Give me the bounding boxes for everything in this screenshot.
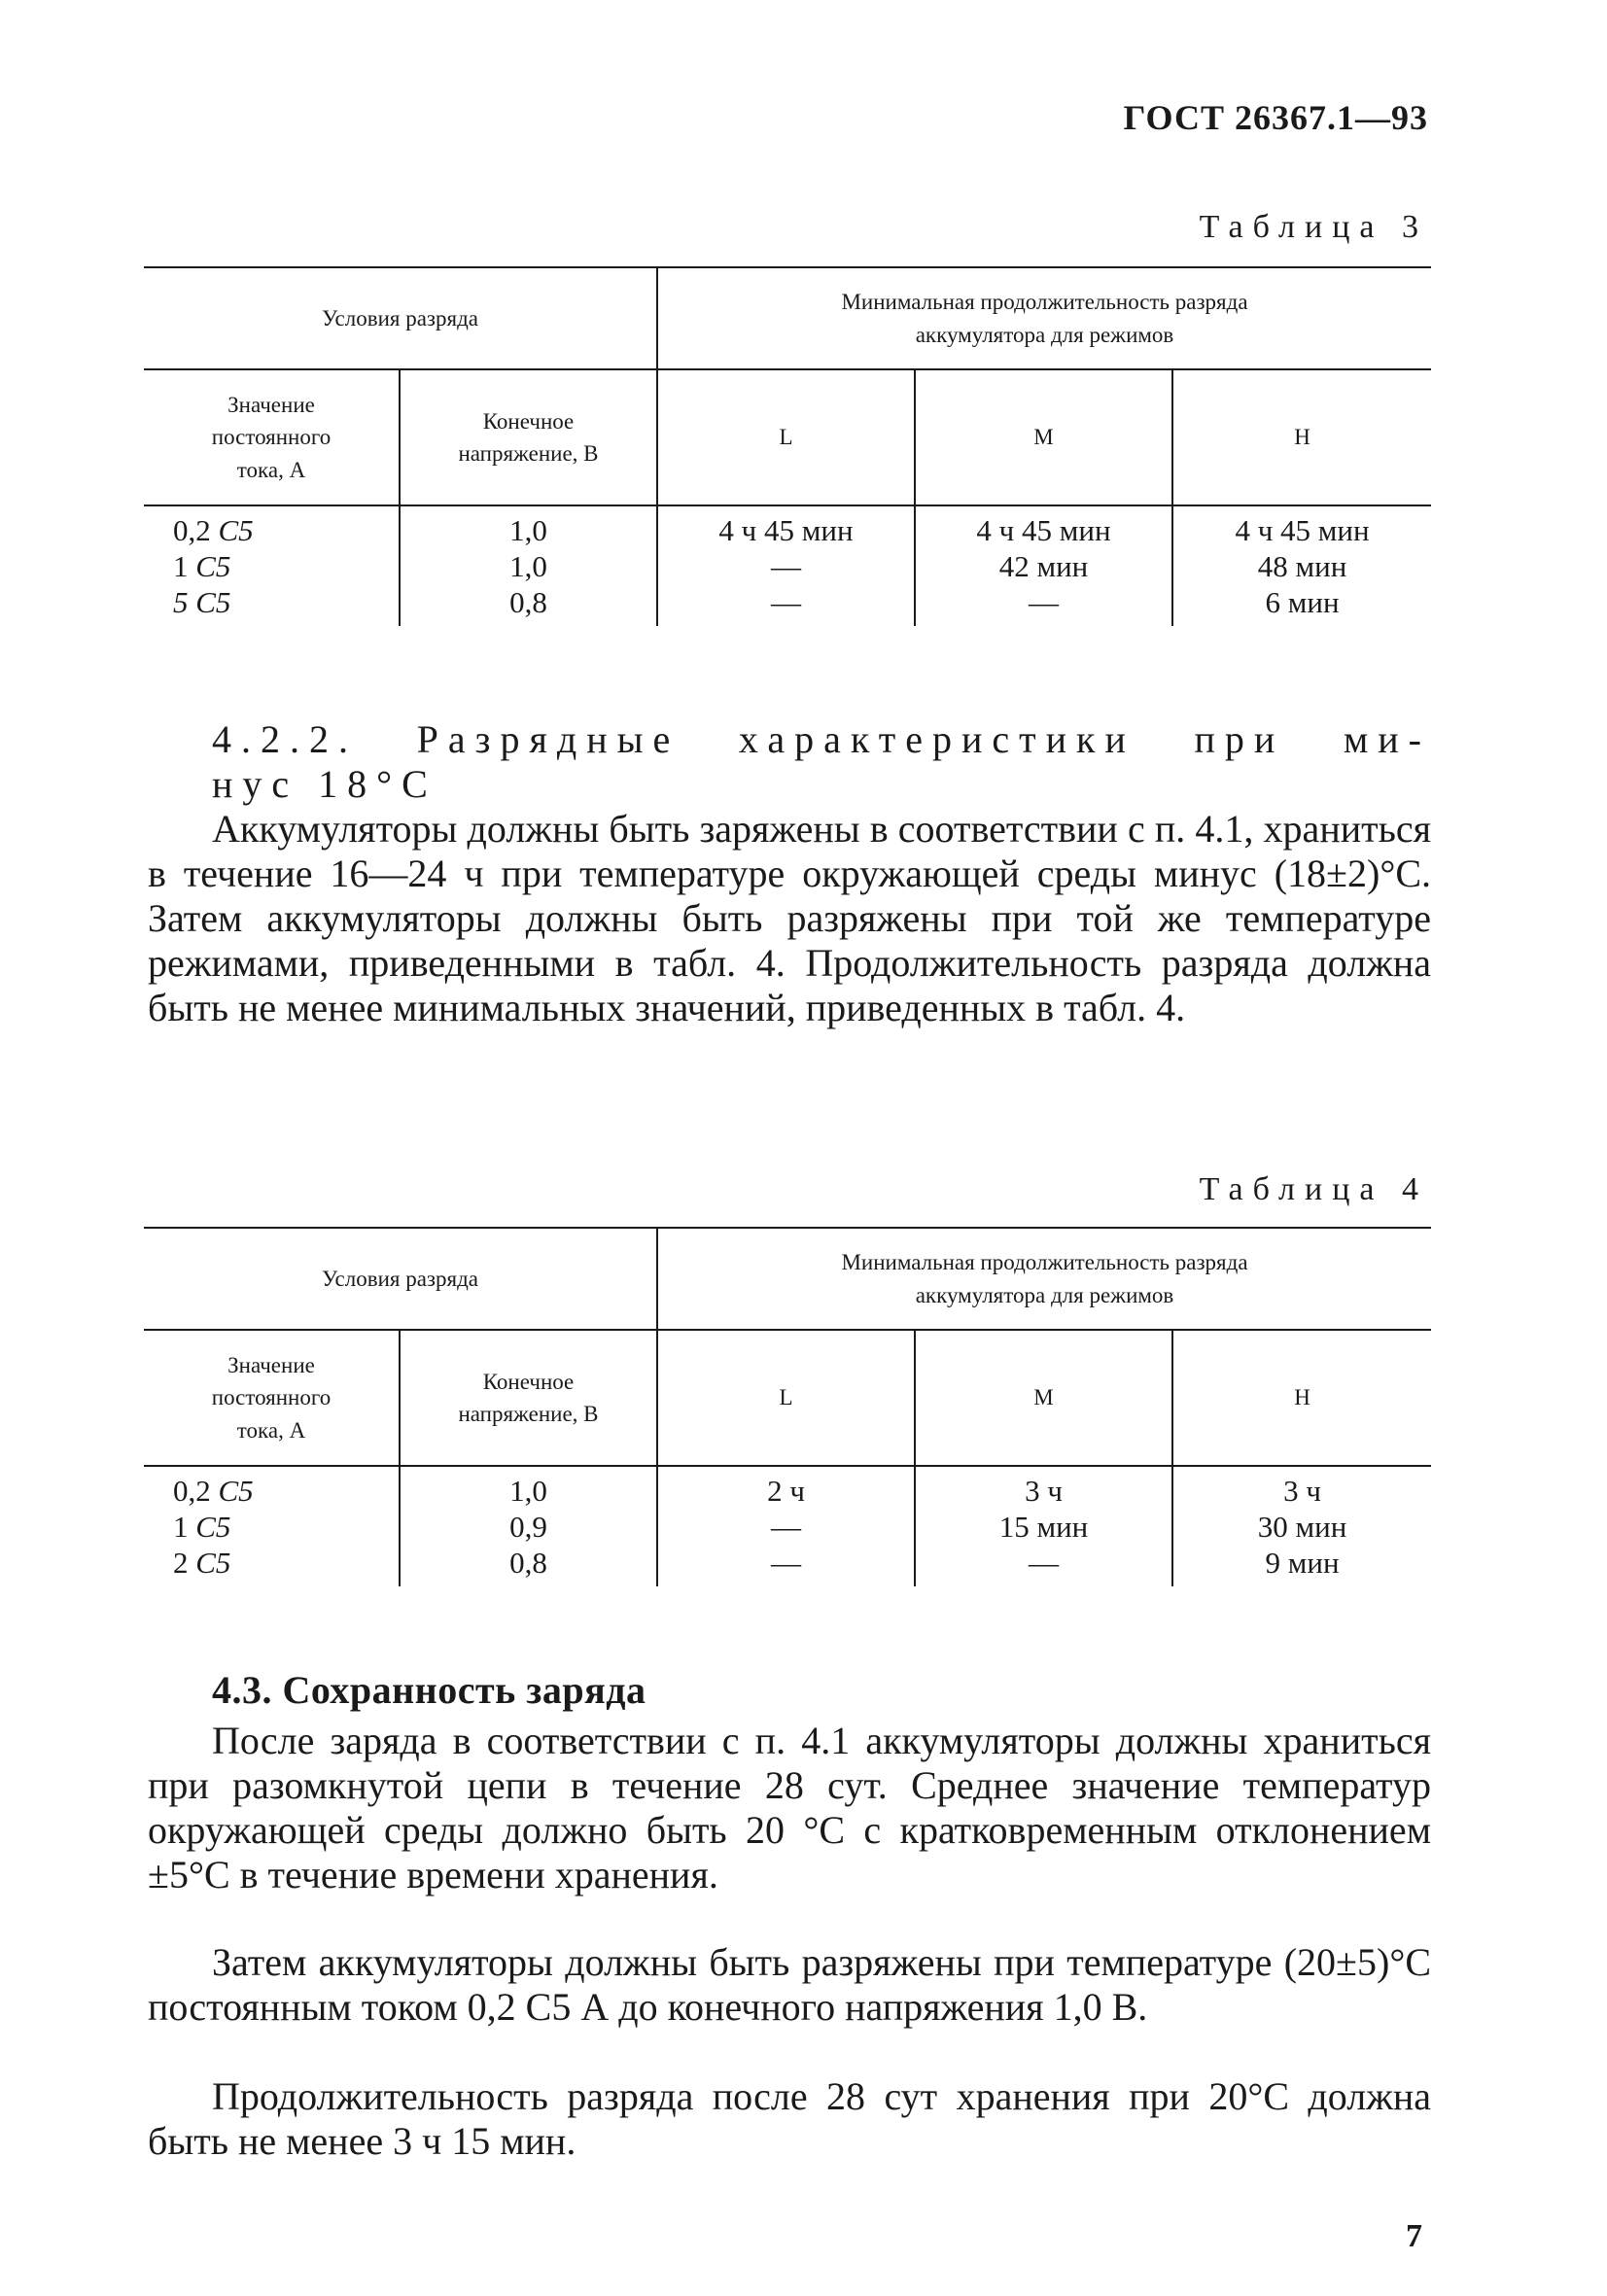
table-cell: 2 ч (767, 1474, 805, 1508)
table-cell: 3 ч (1283, 1474, 1321, 1508)
table-cell: — (771, 549, 801, 583)
table-cell: 3 ч (1025, 1474, 1063, 1508)
table3-group-discharge-conditions: Условия разряда (144, 267, 657, 369)
table3-group-min-duration: Минимальная продолжительность разряда аккумулятора для режимов (657, 267, 1431, 369)
table3-col-voltage: Конечное напряжение, В (400, 369, 657, 505)
table-cell: 0,2 C5 (173, 513, 254, 547)
table-cell: 0,8 (509, 585, 547, 619)
table-cell: — (771, 1510, 801, 1544)
table4-col-mode-m: M (915, 1330, 1172, 1466)
table-cell: 2 C5 (173, 1546, 231, 1580)
table4-mode-m-values (915, 1466, 1172, 1586)
table3-caption: Таблица 3 (1199, 209, 1428, 245)
table-cell: 9 мин (1265, 1546, 1340, 1580)
table-cell: 4 ч 45 мин (718, 513, 854, 547)
table-cell: 6 мин (1265, 585, 1340, 619)
table-cell: 0,8 (509, 1546, 547, 1580)
table3-voltage-values (400, 505, 657, 626)
page-number: 7 (1406, 2218, 1422, 2254)
table-cell: 1,0 (509, 549, 547, 583)
table4-col-mode-l: L (657, 1330, 915, 1466)
table-cell: — (771, 585, 801, 619)
table3-mode-m-values (915, 505, 1172, 626)
table3 (144, 266, 1431, 626)
table4-col-current: Значение постоянного тока, А (144, 1330, 400, 1466)
table-cell: 0,9 (509, 1510, 547, 1544)
table4-col-voltage: Конечное напряжение, В (400, 1330, 657, 1466)
table-cell: 4 ч 45 мин (976, 513, 1111, 547)
table3-col-mode-h: H (1172, 369, 1431, 505)
table4-group-discharge-conditions: Условия разряда (144, 1228, 657, 1330)
table4-current-values (144, 1466, 400, 1586)
table4-caption: Таблица 4 (1199, 1171, 1428, 1207)
table4-col-mode-h: H (1172, 1330, 1431, 1466)
table4-body (144, 1466, 1431, 1586)
section-4-2-2-paragraph: Аккумуляторы должны быть заряжены в соответствии с п. 4.1, храниться в течение 16—24 ч при температуре окружающей среды минус (18±2)°С. Затем аккумуляторы должны быть разряжены при той же температуре режимами, приведенными в табл. 4. Продолжительность разряда должна быть не менее минимальных значений, приведенных в табл. 4. (148, 807, 1431, 1029)
table-cell: 0,2 C5 (173, 1474, 254, 1508)
table-cell: — (1029, 1546, 1059, 1580)
table-cell: 15 мин (998, 1510, 1089, 1544)
table3-current-values (144, 505, 400, 626)
table4-mode-l-values (657, 1466, 915, 1586)
section-4-3-title: 4.3. Сохранность заряда (212, 1668, 646, 1712)
table-cell: 42 мин (998, 549, 1089, 583)
table3-col-current: Значение постоянного тока, А (144, 369, 400, 505)
section-4-3-paragraph-3: Продолжительность разряда после 28 сут хранения при 20°С должна быть не менее 3 ч 15 мин. (148, 2074, 1431, 2163)
table-cell: 4 ч 45 мин (1235, 513, 1370, 547)
table4-mode-h-values (1172, 1466, 1431, 1586)
table-cell: 5 C5 (173, 585, 231, 619)
table3-body (144, 505, 1431, 626)
table-cell: 1 C5 (173, 549, 231, 583)
table-cell: 48 мин (1257, 549, 1347, 583)
table3-col-mode-l: L (657, 369, 915, 505)
table-cell: 30 мин (1257, 1510, 1347, 1544)
table4-group-min-duration: Минимальная продолжительность разряда аккумулятора для режимов (657, 1228, 1431, 1330)
table4-voltage-values (400, 1466, 657, 1586)
section-4-3-paragraph-1: После заряда в соответствии с п. 4.1 аккумуляторы должны храниться при разомкнутой цепи в течение 28 сут. Среднее значение температур окружающей среды должно быть 20 °С с кратковременным отклонением ±5°С в течение времени хранения. (148, 1719, 1431, 1896)
table-cell: 1 C5 (173, 1510, 231, 1544)
document-code-header: ГОСТ 26367.1—93 (1123, 98, 1428, 137)
table-cell: — (1029, 585, 1059, 619)
table3-mode-l-values (657, 505, 915, 626)
table-cell: — (771, 1546, 801, 1580)
table-cell: 1,0 (509, 513, 547, 547)
table4 (144, 1227, 1431, 1586)
table3-mode-h-values (1172, 505, 1431, 626)
section-4-3-paragraph-2: Затем аккумуляторы должны быть разряжены при температуре (20±5)°С постоянным током 0,2 C5 А до конечного напряжения 1,0 В. (148, 1940, 1431, 2029)
table-cell: 1,0 (509, 1474, 547, 1508)
table3-col-mode-m: M (915, 369, 1172, 505)
section-4-2-2-title: 4.2.2. Разрядные характеристики при ми- нус 18°С (212, 717, 1431, 806)
